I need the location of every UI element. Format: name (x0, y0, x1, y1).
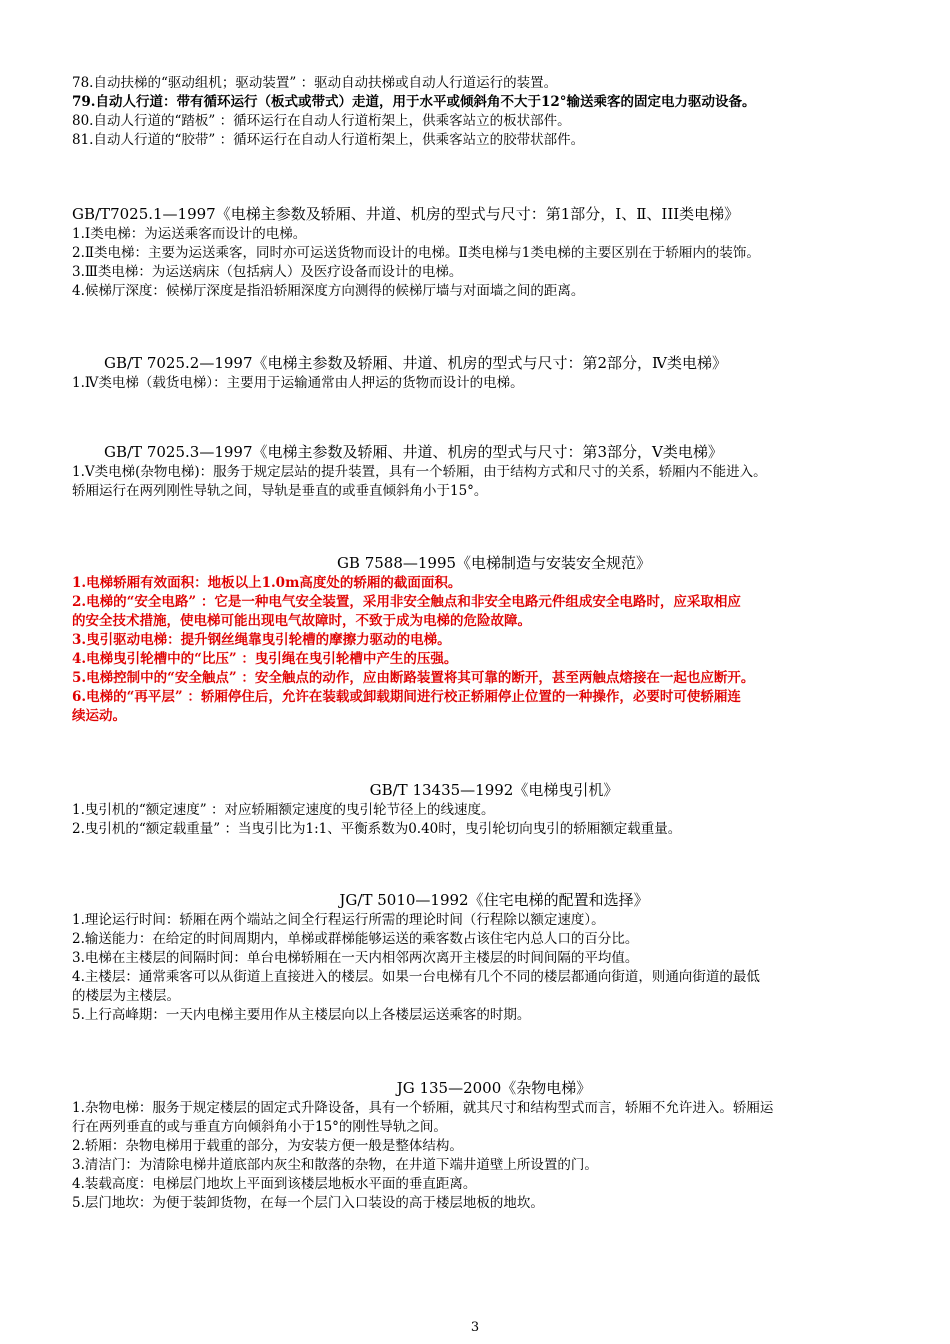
section-title: GB 7588—1995《电梯制造与安装安全规范》 (336, 554, 652, 572)
section-jgt-5010 (72, 889, 916, 1025)
list-item: 2.输送能力：在给定的时间周期内，单梯或群梯能够运送的乘客数占该住宅内总人口的百分比。 (72, 931, 639, 947)
list-item: 5.上行高峰期：一天内电梯主要用作从主楼层向以上各楼层运送乘客的时期。 (72, 1007, 531, 1023)
list-item: 3.清洁门：为清除电梯井道底部内灰尘和散落的杂物，在井道下端井道壁上所设置的门。 (72, 1157, 598, 1173)
section-title: JG 135—2000《杂物电梯》 (396, 1079, 592, 1097)
section-title: GB/T 7025.3—1997《电梯主参数及轿厢、井道、机房的型式与尺寸：第3部分，Ⅴ类电梯》 (104, 443, 723, 461)
list-item: 5.层门地坎：为便于装卸货物，在每一个层门入口装设的高于楼层地板的地坎。 (72, 1195, 544, 1211)
section-gbt-7025-2 (72, 352, 916, 393)
section-title: GB/T7025.1—1997《电梯主参数及轿厢、井道、机房的型式与尺寸：第1部分，Ⅰ、Ⅱ、III类电梯》 (72, 205, 740, 223)
section-jg-135 (72, 1077, 916, 1213)
list-item: 的楼层为主楼层。 (72, 988, 180, 1004)
list-item: 1.Ⅳ类电梯（载货电梯）：主要用于运输通常由人押运的货物而设计的电梯。 (72, 375, 524, 391)
list-item: 3.Ⅲ类电梯：为运送病床（包括病人）及医疗设备而设计的电梯。 (72, 264, 463, 280)
list-item: 4.装载高度：电梯层门地坎上平面到该楼层地板水平面的垂直距离。 (72, 1176, 477, 1192)
list-item: 续运动。 (72, 708, 126, 724)
section-gbt-7025-1 (72, 203, 916, 301)
term-81: 81.自动人行道的“胶带” ：循环运行在自动人行道桁架上，供乘客站立的胶带状部件。 (72, 132, 585, 148)
section-gb-7588 (72, 552, 916, 726)
list-item: 4.电梯曳引轮槽中的“比压” ：曳引绳在曳引轮槽中产生的压强。 (72, 651, 458, 667)
section-title: GB/T 13435—1992《电梯曳引机》 (369, 781, 619, 799)
section-escalator-terms (72, 74, 916, 150)
section-gbt-13435 (72, 779, 916, 839)
list-item: 的安全技术措施，使电梯可能出现电气故障时，不致于成为电梯的危险故障。 (72, 613, 531, 629)
section-title: GB/T 7025.2—1997《电梯主参数及轿厢、井道、机房的型式与尺寸：第2部分，Ⅳ类电梯》 (104, 354, 728, 372)
term-79: 79.自动人行道：带有循环运行（板式或带式）走道，用于水平或倾斜角不大于12°输送乘客的固定电力驱动设备。 (72, 94, 756, 110)
list-item: 2.Ⅱ类电梯：主要为运送乘客，同时亦可运送货物而设计的电梯。Ⅱ类电梯与1类电梯的主要区别在于轿厢内的装饰。 (72, 245, 760, 261)
list-item: 轿厢运行在两列刚性导轨之间，导轨是垂直的或垂直倾斜角小于15°。 (72, 483, 488, 499)
list-item: 1.曳引机的“额定速度” ：对应轿厢额定速度的曳引轮节径上的线速度。 (72, 802, 495, 818)
section-gbt-7025-3 (72, 441, 916, 501)
list-item: 1.电梯轿厢有效面积：地板以上1.0m高度处的轿厢的截面面积。 (72, 575, 462, 591)
section-title: JG/T 5010—1992《住宅电梯的配置和选择》 (339, 891, 649, 909)
list-item: 2.轿厢：杂物电梯用于载重的部分，为安装方便一般是整体结构。 (72, 1138, 463, 1154)
list-item: 1.杂物电梯：服务于规定楼层的固定式升降设备，具有一个轿厢，就其尺寸和结构型式而言，轿厢不允许进入。轿厢运 (72, 1100, 774, 1116)
list-item: 3.电梯在主楼层的间隔时间：单台电梯轿厢在一天内相邻两次离开主楼层的时间间隔的平均值。 (72, 950, 639, 966)
list-item: 2.曳引机的“额定载重量” ：当曳引比为1:1、平衡系数为0.40时，曳引轮切向曳引的轿厢额定载重量。 (72, 821, 682, 837)
list-item: 3.曳引驱动电梯：提升钢丝绳靠曳引轮槽的摩擦力驱动的电梯。 (72, 632, 451, 648)
page-number: 3 (470, 1320, 480, 1335)
term-80: 80.自动人行道的“踏板” ：循环运行在自动人行道桁架上，供乘客站立的板状部件。 (72, 113, 571, 129)
list-item: 行在两列垂直的或与垂直方向倾斜角小于15°的刚性导轨之间。 (72, 1119, 447, 1135)
term-78: 78.自动扶梯的“驱动组机；驱动装置” ：驱动自动扶梯或自动人行道运行的装置。 (72, 75, 558, 91)
list-item: 1.Ⅰ类电梯：为运送乘客而设计的电梯。 (72, 226, 307, 242)
list-item: 6.电梯的“再平层” ：轿厢停住后，允许在装载或卸载期间进行校正轿厢停止位置的一种操作，必要时可使轿厢连 (72, 689, 741, 705)
list-item: 2.电梯的“安全电路” ：它是一种电气安全装置，采用非安全触点和非安全电路元件组成安全电路时，应采取相应 (72, 594, 741, 610)
list-item: 1.理论运行时间：轿厢在两个端站之间全行程运行所需的理论时间（行程除以额定速度）。 (72, 912, 605, 928)
list-item: 5.电梯控制中的“安全触点” ：安全触点的动作，应由断路装置将其可靠的断开，甚至两触点熔接在一起也应断开。 (72, 670, 755, 686)
list-item: 4.主楼层：通常乘客可以从街道上直接进入的楼层。如果一台电梯有几个不同的楼层都通向街道，则通向街道的最低 (72, 969, 760, 985)
document-page (72, 74, 916, 1213)
list-item: 1.Ⅴ类电梯(杂物电梯)：服务于规定层站的提升装置，具有一个轿厢，由于结构方式和尺寸的关系，轿厢内不能进入。 (72, 464, 767, 480)
list-item: 4.候梯厅深度：候梯厅深度是指沿轿厢深度方向测得的候梯厅墙与对面墙之间的距离。 (72, 283, 585, 299)
